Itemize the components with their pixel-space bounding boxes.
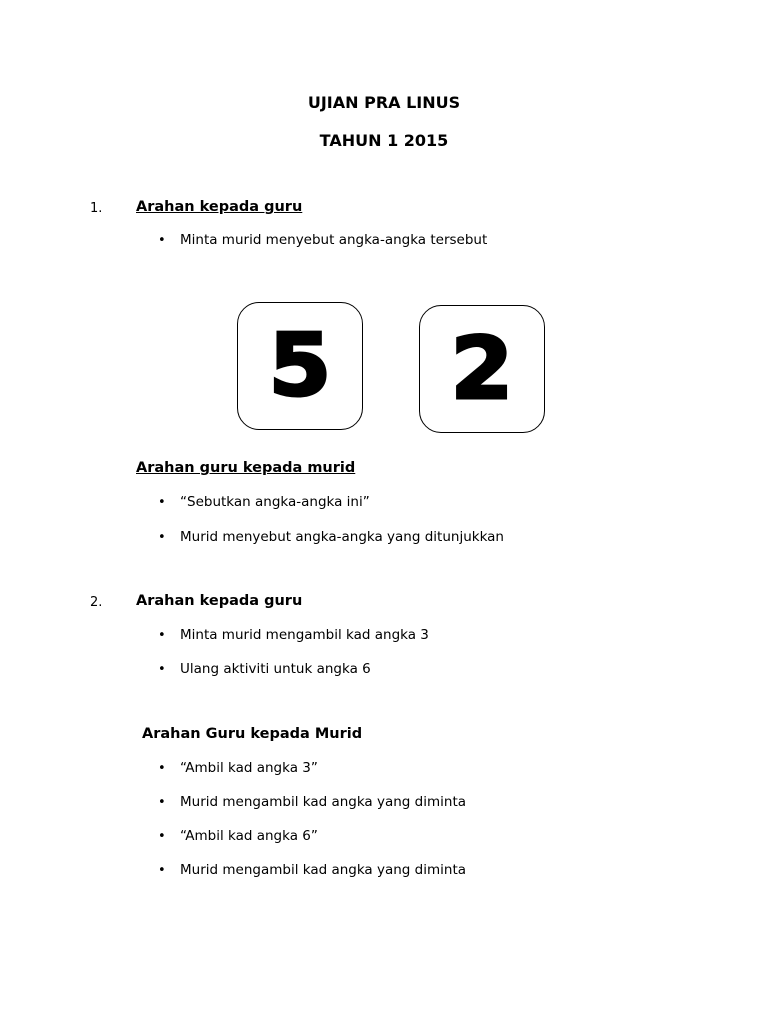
bullet-icon: •	[158, 495, 166, 510]
page-title: UJIAN PRA LINUS	[307, 93, 461, 112]
list-item	[158, 794, 466, 810]
number-card-value: 2	[450, 319, 514, 419]
bullet-icon: •	[158, 863, 166, 878]
list-item-text: Murid mengambil kad angka yang diminta	[180, 862, 467, 878]
bullet-icon: •	[158, 530, 166, 545]
section-1-number: 1.	[90, 201, 103, 216]
bullet-icon: •	[158, 662, 166, 677]
section-2-subheading: Arahan Guru kepada Murid	[142, 726, 363, 742]
bullet-icon: •	[158, 761, 166, 776]
section-1-subheading: Arahan guru kepada murid	[136, 460, 356, 476]
list-item-text: Murid menyebut angka-angka yang ditunjukkan	[180, 529, 504, 545]
list-item	[158, 828, 318, 844]
list-item-text: “Sebutkan angka-angka ini”	[180, 494, 370, 510]
number-card-value: 5	[268, 316, 332, 416]
list-item-text: “Ambil kad angka 3”	[180, 760, 318, 776]
bullet-icon: •	[158, 233, 166, 248]
number-card	[419, 305, 545, 433]
section-1-heading: Arahan kepada guru	[136, 199, 303, 215]
number-card	[237, 302, 363, 430]
list-item	[158, 862, 466, 878]
list-item	[158, 760, 318, 776]
page-subtitle: TAHUN 1 2015	[319, 131, 449, 150]
list-item	[158, 494, 370, 510]
list-item-text: Ulang aktiviti untuk angka 6	[180, 661, 371, 677]
section-2-heading: Arahan kepada guru	[136, 593, 303, 609]
list-item	[158, 232, 487, 248]
list-item-text: Murid mengambil kad angka yang diminta	[180, 794, 467, 810]
bullet-icon: •	[158, 628, 166, 643]
list-item	[158, 529, 504, 545]
bullet-icon: •	[158, 829, 166, 844]
list-item	[158, 661, 371, 677]
list-item-text: Minta murid menyebut angka-angka tersebut	[180, 232, 488, 248]
section-2-number: 2.	[90, 595, 103, 610]
list-item	[158, 627, 429, 643]
bullet-icon: •	[158, 795, 166, 810]
list-item-text: “Ambil kad angka 6”	[180, 828, 318, 844]
list-item-text: Minta murid mengambil kad angka 3	[180, 627, 429, 643]
